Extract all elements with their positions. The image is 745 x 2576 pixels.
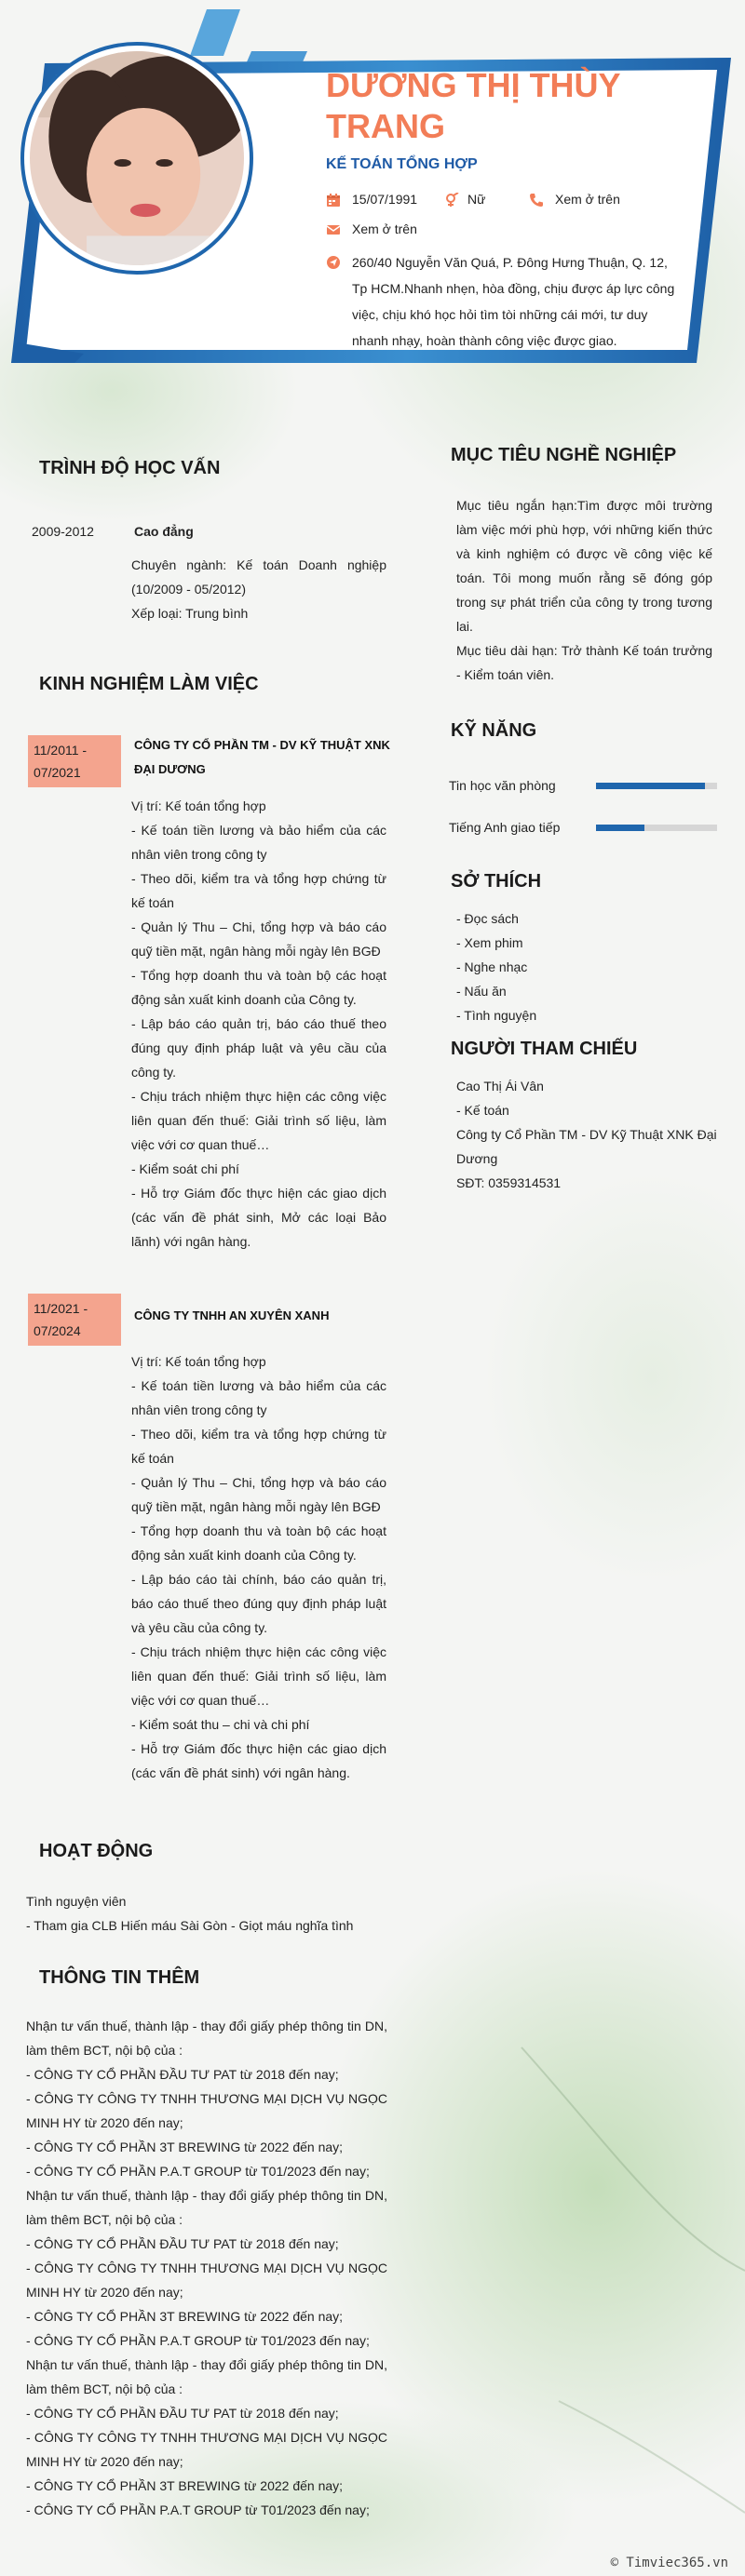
reference-title: NGƯỜI THAM CHIẾU [451, 1039, 638, 1059]
job-1-duty: - Quản lý Thu – Chi, tổng hợp và báo cáo quỹ tiền mặt, ngân hàng mỗi ngày lên BGĐ [131, 919, 386, 959]
experience-title: KINH NGHIỆM LÀM VIỆC [39, 674, 259, 694]
job-1-duty: - Kế toán tiền lương và bảo hiểm của các nhân viên trong công ty [131, 823, 386, 862]
objective-short: Mục tiêu ngắn hạn:Tìm được môi trường làm việc mới phù hợp, với những kiến thức và kinh nghiệm có được về công việc kế toán. Tôi mong muốn rằng sẽ đóng góp trong sự phát triển của công ty trong tương lai. [456, 498, 712, 634]
job-2-duty: - Kiểm soát thu – chi và chi phí [131, 1717, 310, 1732]
additional-line: Nhận tư vấn thuế, thành lập - thay đổi giấy phép thông tin DN, làm thêm BCT, nội bộ của : [26, 2188, 387, 2227]
additional-line: - CÔNG TY CỔ PHẦN P.A.T GROUP từ T01/2023 đến nay; [26, 2333, 370, 2348]
location-arrow-icon [326, 255, 341, 270]
job-1-duty: - Lập báo cáo quản trị, báo cáo thuế theo đúng quy định pháp luật và yêu cầu của công ty. [131, 1016, 386, 1080]
skills-title: KỸ NĂNG [451, 720, 537, 741]
additional-line: - CÔNG TY CỔ PHẦN ĐẦU TƯ PAT từ 2018 đến nay; [26, 2236, 339, 2251]
job-1-company: CÔNG TY CỔ PHẦN TM - DV KỸ THUẬT XNK ĐẠI DƯƠNG [134, 738, 390, 776]
job-2-duty: - Chịu trách nhiệm thực hiện các công việc liên quan đến thuế: Giải trình số liệu, làm việc với cơ quan thuế… [131, 1644, 386, 1708]
phone-value: Xem ở trên [555, 192, 620, 207]
additional-line: - CÔNG TY CỔ PHẦN 3T BREWING từ 2022 đến nay; [26, 2140, 344, 2154]
skill-row [449, 816, 719, 839]
education-level: Cao đẳng [134, 524, 194, 539]
activities-title: HOẠT ĐỘNG [39, 1841, 154, 1861]
address-value: 260/40 Nguyễn Văn Quá, P. Đông Hưng Thuận, Q. 12, Tp HCM.Nhanh nhẹn, hòa đồng, chịu được áp lực công việc, chịu khó học hỏi tìm tòi những cái mới, tư duy nhanh nhạy, hoàn thành công việc được giao. [352, 255, 675, 348]
additional-line: - CÔNG TY CÔNG TY TNHH THƯƠNG MẠI DỊCH VỤ NGỌC MINH HY từ 2020 đến nay; [26, 2261, 387, 2300]
job-2-duty: - Lập báo cáo tài chính, báo cáo quản trị, báo cáo thuế theo đúng quy định pháp luật và yêu cầu của công ty. [131, 1572, 386, 1635]
job-2-company: CÔNG TY TNHH AN XUYÊN XANH [134, 1308, 330, 1322]
profile-photo [20, 42, 253, 275]
additional-title: THÔNG TIN THÊM [39, 1967, 200, 1988]
candidate-name: DƯƠNG THỊ THÙY TRANG [326, 66, 620, 145]
gender-field [445, 192, 485, 208]
skill-name: Tin học văn phòng [449, 778, 556, 793]
job-2-duties [131, 1374, 386, 1785]
envelope-icon [326, 222, 341, 237]
reference-name: Cao Thị Ái Vân [456, 1079, 544, 1093]
additional-line: Nhận tư vấn thuế, thành lập - thay đổi giấy phép thông tin DN, làm thêm BCT, nội bộ của : [26, 2019, 387, 2058]
reference-info [456, 1074, 717, 1195]
job-1-duty: - Chịu trách nhiệm thực hiện các công việc liên quan đến thuế: Giải trình số liệu, làm việc với cơ quan thuế… [131, 1089, 386, 1152]
skill-bar-fill [596, 783, 705, 789]
education-period: 2009-2012 [32, 524, 94, 539]
education-rank: Xếp loại: Trung bình [131, 606, 249, 621]
additional-line: - CÔNG TY CỔ PHẦN ĐẦU TƯ PAT từ 2018 đến nay; [26, 2067, 339, 2082]
hobbies-title: SỞ THÍCH [451, 871, 542, 892]
additional-info [26, 2014, 387, 2522]
skill-bar-fill [596, 825, 644, 831]
watermark: © Timviec365.vn [610, 2556, 728, 2570]
job-2-duty: - Hỗ trợ Giám đốc thực hiện các giao dịch (các vấn đề phát sinh) với ngân hàng. [131, 1741, 386, 1780]
phone-field [529, 192, 620, 208]
hobbies-list [456, 906, 536, 1027]
hobby-item: - Nấu ăn [456, 984, 507, 999]
job-2-period: 11/2021 - 07/2024 [28, 1294, 121, 1346]
job-1-period: 11/2011 - 07/2021 [28, 735, 121, 787]
reference-company: Công ty Cổ Phần TM - DV Kỹ Thuật XNK Đại Dương [456, 1127, 717, 1166]
activities-detail: - Tham gia CLB Hiến máu Sài Gòn - Giọt máu nghĩa tình [26, 1918, 354, 1933]
hobby-item: - Xem phim [456, 935, 523, 950]
education-title: TRÌNH ĐỘ HỌC VẤN [39, 458, 221, 478]
additional-line: - CÔNG TY CỔ PHẦN ĐẦU TƯ PAT từ 2018 đến nay; [26, 2406, 339, 2421]
hobby-item: - Đọc sách [456, 911, 519, 926]
objective-long: Mục tiêu dài hạn: Trở thành Kế toán trưởng - Kiểm toán viên. [456, 643, 712, 682]
education-major: Chuyên ngành: Kế toán Doanh nghiệp (10/2009 - 05/2012) [131, 557, 386, 597]
job-1-duty: - Hỗ trợ Giám đốc thực hiện các giao dịch (các vấn đề phát sinh, Mở các loại Bảo lãnh) với ngân hàng. [131, 1186, 386, 1249]
calendar-icon [326, 193, 341, 208]
gender-icon [445, 193, 460, 208]
job-2-duty: - Kế toán tiền lương và bảo hiểm của các nhân viên trong công ty [131, 1378, 386, 1417]
job-1-duty: - Theo dõi, kiểm tra và tổng hợp chứng từ kế toán [131, 871, 386, 910]
job-2-duty: - Theo dõi, kiểm tra và tổng hợp chứng từ kế toán [131, 1427, 386, 1466]
additional-line: - CÔNG TY CÔNG TY TNHH THƯƠNG MẠI DỊCH VỤ NGỌC MINH HY từ 2020 đến nay; [26, 2430, 387, 2469]
address-field [326, 249, 680, 354]
job-1-duty: - Kiểm soát chi phí [131, 1161, 239, 1176]
job-1-duty: - Tổng hợp doanh thu và toàn bộ các hoạt động sản xuất kinh doanh của Công ty. [131, 968, 386, 1007]
job-1-position: Vị trí: Kế toán tổng hợp [131, 798, 266, 813]
additional-line: - CÔNG TY CỔ PHẦN P.A.T GROUP từ T01/2023 đến nay; [26, 2502, 370, 2517]
skill-row [449, 774, 719, 797]
email-value: Xem ở trên [352, 221, 417, 236]
birthdate-field [326, 192, 417, 208]
additional-line: - CÔNG TY CỔ PHẦN 3T BREWING từ 2022 đến nay; [26, 2309, 344, 2324]
birthdate-value: 15/07/1991 [352, 192, 418, 207]
objective-title: MỤC TIÊU NGHỀ NGHIỆP [451, 445, 677, 465]
activities-role: Tình nguyện viên [26, 1894, 127, 1909]
email-field [326, 221, 417, 237]
profile-photo-illustration [30, 51, 244, 265]
hobby-item: - Tình nguyện [456, 1008, 537, 1023]
header [0, 0, 745, 372]
job-title: KẾ TOÁN TỔNG HỢP [326, 156, 478, 172]
additional-line: - CÔNG TY CỔ PHẦN P.A.T GROUP từ T01/2023 đến nay; [26, 2164, 370, 2179]
gender-value: Nữ [467, 192, 486, 207]
reference-role: - Kế toán [456, 1103, 509, 1118]
reference-phone: SĐT: 0359314531 [456, 1175, 562, 1190]
job-1-duties [131, 818, 386, 1254]
skill-name: Tiếng Anh giao tiếp [449, 820, 561, 835]
additional-line: - CÔNG TY CÔNG TY TNHH THƯƠNG MẠI DỊCH VỤ NGỌC MINH HY từ 2020 đến nay; [26, 2091, 387, 2130]
hobby-item: - Nghe nhạc [456, 959, 528, 974]
job-2-duty: - Tổng hợp doanh thu và toàn bộ các hoạt động sản xuất kinh doanh của Công ty. [131, 1523, 386, 1563]
skill-bar-track [596, 825, 717, 831]
additional-line: Nhận tư vấn thuế, thành lập - thay đổi giấy phép thông tin DN, làm thêm BCT, nội bộ của : [26, 2357, 387, 2396]
job-2-duty: - Quản lý Thu – Chi, tổng hợp và báo cáo quỹ tiền mặt, ngân hàng mỗi ngày lên BGĐ [131, 1475, 386, 1514]
phone-icon [529, 193, 544, 208]
job-2-position: Vị trí: Kế toán tổng hợp [131, 1354, 266, 1369]
skill-bar-track [596, 783, 717, 789]
additional-line: - CÔNG TY CỔ PHẦN 3T BREWING từ 2022 đến nay; [26, 2478, 344, 2493]
